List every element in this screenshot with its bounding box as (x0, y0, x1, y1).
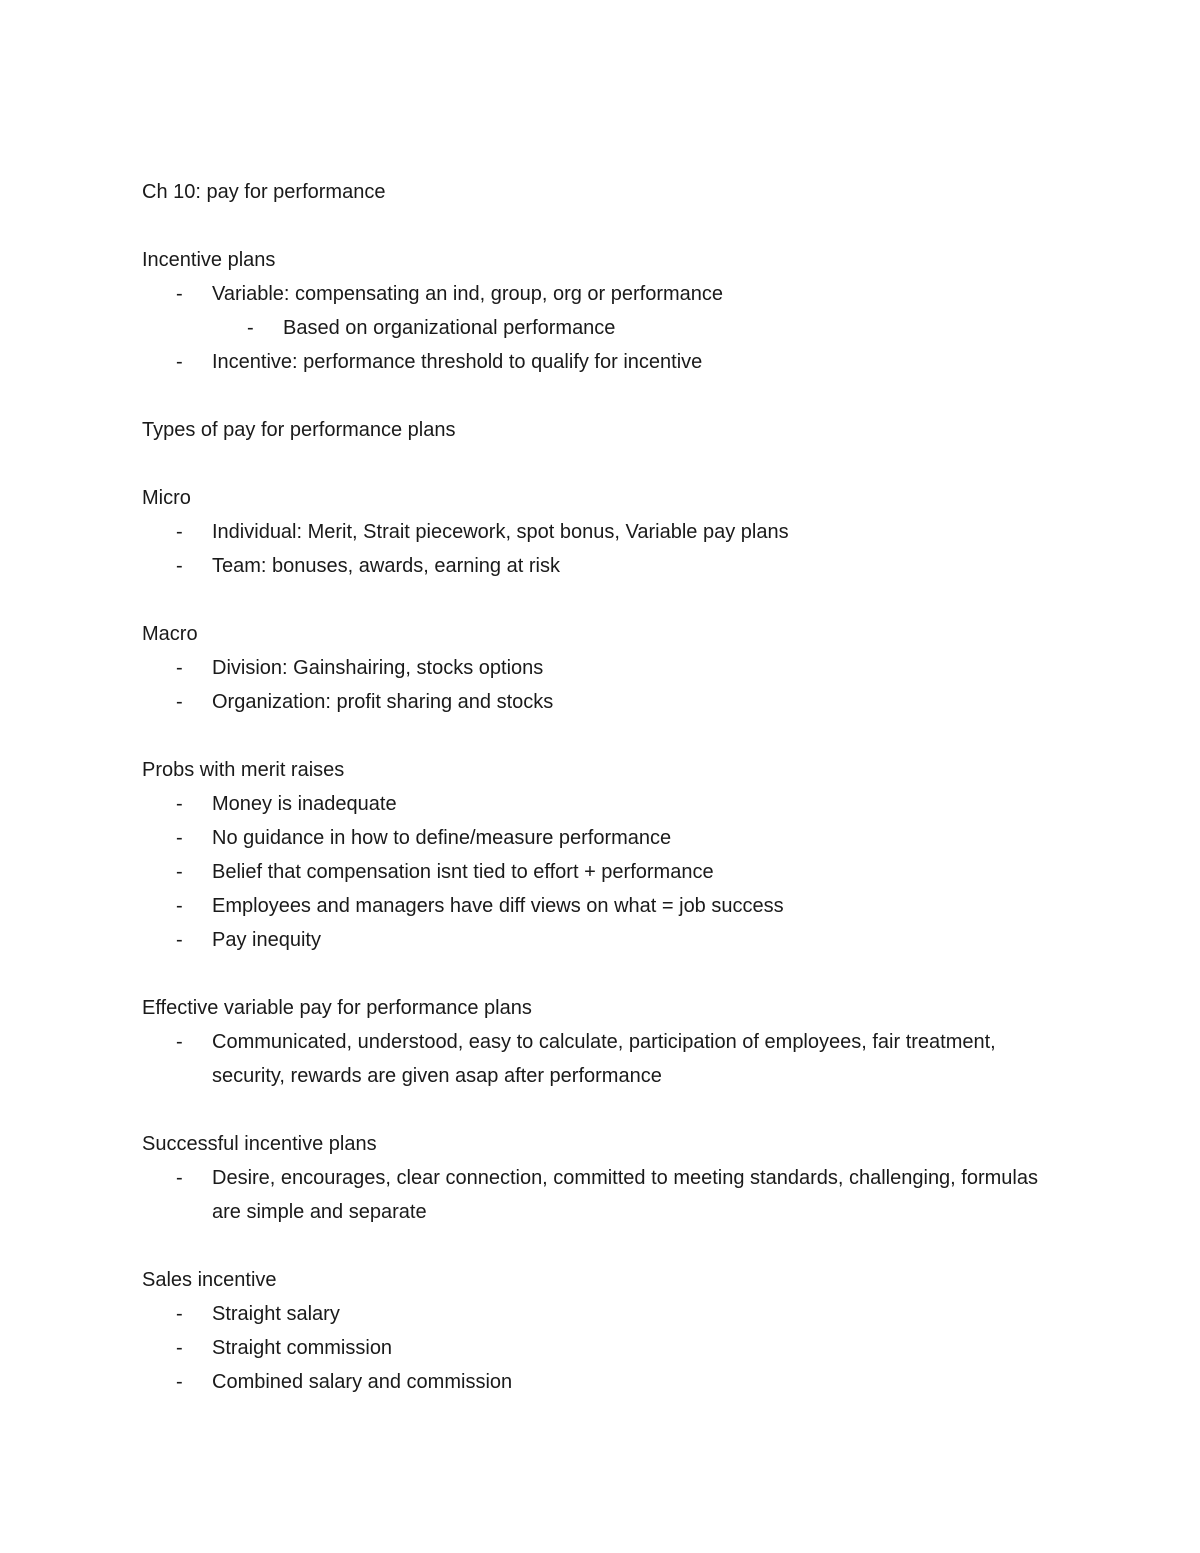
spacer (142, 379, 1042, 413)
list-item-text: Combined salary and commission (212, 1371, 513, 1393)
list-item-text: Pay inequity (212, 929, 321, 951)
bullet-dash: - (176, 861, 183, 883)
bullet-dash: - (176, 793, 183, 815)
bullet-dash: - (176, 1167, 183, 1189)
bullet-dash: - (176, 283, 183, 305)
list-item (142, 345, 1042, 379)
section-heading-sales: Sales incentive (142, 1269, 277, 1291)
section-heading-effective: Effective variable pay for performance plans (142, 997, 532, 1019)
list-item (142, 515, 1042, 549)
list-item-text: Division: Gainshairing, stocks options (212, 657, 544, 679)
list-item-text: Employees and managers have diff views on what = job success (212, 895, 784, 917)
section-heading-incentive-plans: Incentive plans (142, 249, 276, 271)
list-item-text: Organization: profit sharing and stocks (212, 691, 554, 713)
list-item-text: Incentive: performance threshold to qualify for incentive (212, 351, 703, 373)
document-page (142, 175, 1042, 1399)
list-item-text: Communicated, understood, easy to calculate, participation of employees, fair treatment, security, rewards are given asap after performance (212, 1031, 996, 1087)
document-title: Ch 10: pay for performance (142, 181, 386, 203)
bullet-dash: - (176, 351, 183, 373)
list-item (142, 685, 1042, 719)
list-item-nested (142, 311, 1042, 345)
list-item (142, 651, 1042, 685)
bullet-dash: - (176, 657, 183, 679)
list-item (142, 1025, 1042, 1093)
list-item (142, 549, 1042, 583)
bullet-dash: - (176, 521, 183, 543)
list-item-text: Straight salary (212, 1303, 340, 1325)
list-item (142, 787, 1042, 821)
spacer (142, 1093, 1042, 1127)
list-item-text: Straight commission (212, 1337, 393, 1359)
list-item (142, 1365, 1042, 1399)
list-item (142, 1161, 1042, 1229)
bullet-dash: - (176, 1031, 183, 1053)
bullet-dash: - (176, 895, 183, 917)
list-item-text: Variable: compensating an ind, group, org or performance (212, 283, 724, 305)
section-heading-macro: Macro (142, 623, 198, 645)
bullet-dash: - (176, 1337, 183, 1359)
list-item-text: Belief that compensation isnt tied to effort + performance (212, 861, 714, 883)
section-heading-types: Types of pay for performance plans (142, 419, 456, 441)
spacer (142, 209, 1042, 243)
bullet-dash: - (176, 691, 183, 713)
bullet-dash: - (176, 827, 183, 849)
list-item (142, 889, 1042, 923)
list-item-text: Team: bonuses, awards, earning at risk (212, 555, 560, 577)
section-heading-probs: Probs with merit raises (142, 759, 345, 781)
list-item (142, 1297, 1042, 1331)
bullet-dash: - (176, 929, 183, 951)
list-item (142, 1331, 1042, 1365)
spacer (142, 719, 1042, 753)
list-item (142, 821, 1042, 855)
list-item-text: Desire, encourages, clear connection, committed to meeting standards, challenging, formulas are simple and separate (212, 1167, 1038, 1223)
spacer (142, 957, 1042, 991)
list-item-text: No guidance in how to define/measure performance (212, 827, 672, 849)
bullet-dash: - (176, 1303, 183, 1325)
section-heading-micro: Micro (142, 487, 191, 509)
section-heading-successful: Successful incentive plans (142, 1133, 377, 1155)
spacer (142, 447, 1042, 481)
list-item-text: Based on organizational performance (283, 317, 616, 339)
spacer (142, 1229, 1042, 1263)
list-item-text: Individual: Merit, Strait piecework, spot bonus, Variable pay plans (212, 521, 789, 543)
list-item (142, 923, 1042, 957)
list-item-text: Money is inadequate (212, 793, 397, 815)
spacer (142, 583, 1042, 617)
bullet-dash: - (247, 317, 254, 339)
bullet-dash: - (176, 1371, 183, 1393)
list-item (142, 855, 1042, 889)
bullet-dash: - (176, 555, 183, 577)
list-item (142, 277, 1042, 311)
